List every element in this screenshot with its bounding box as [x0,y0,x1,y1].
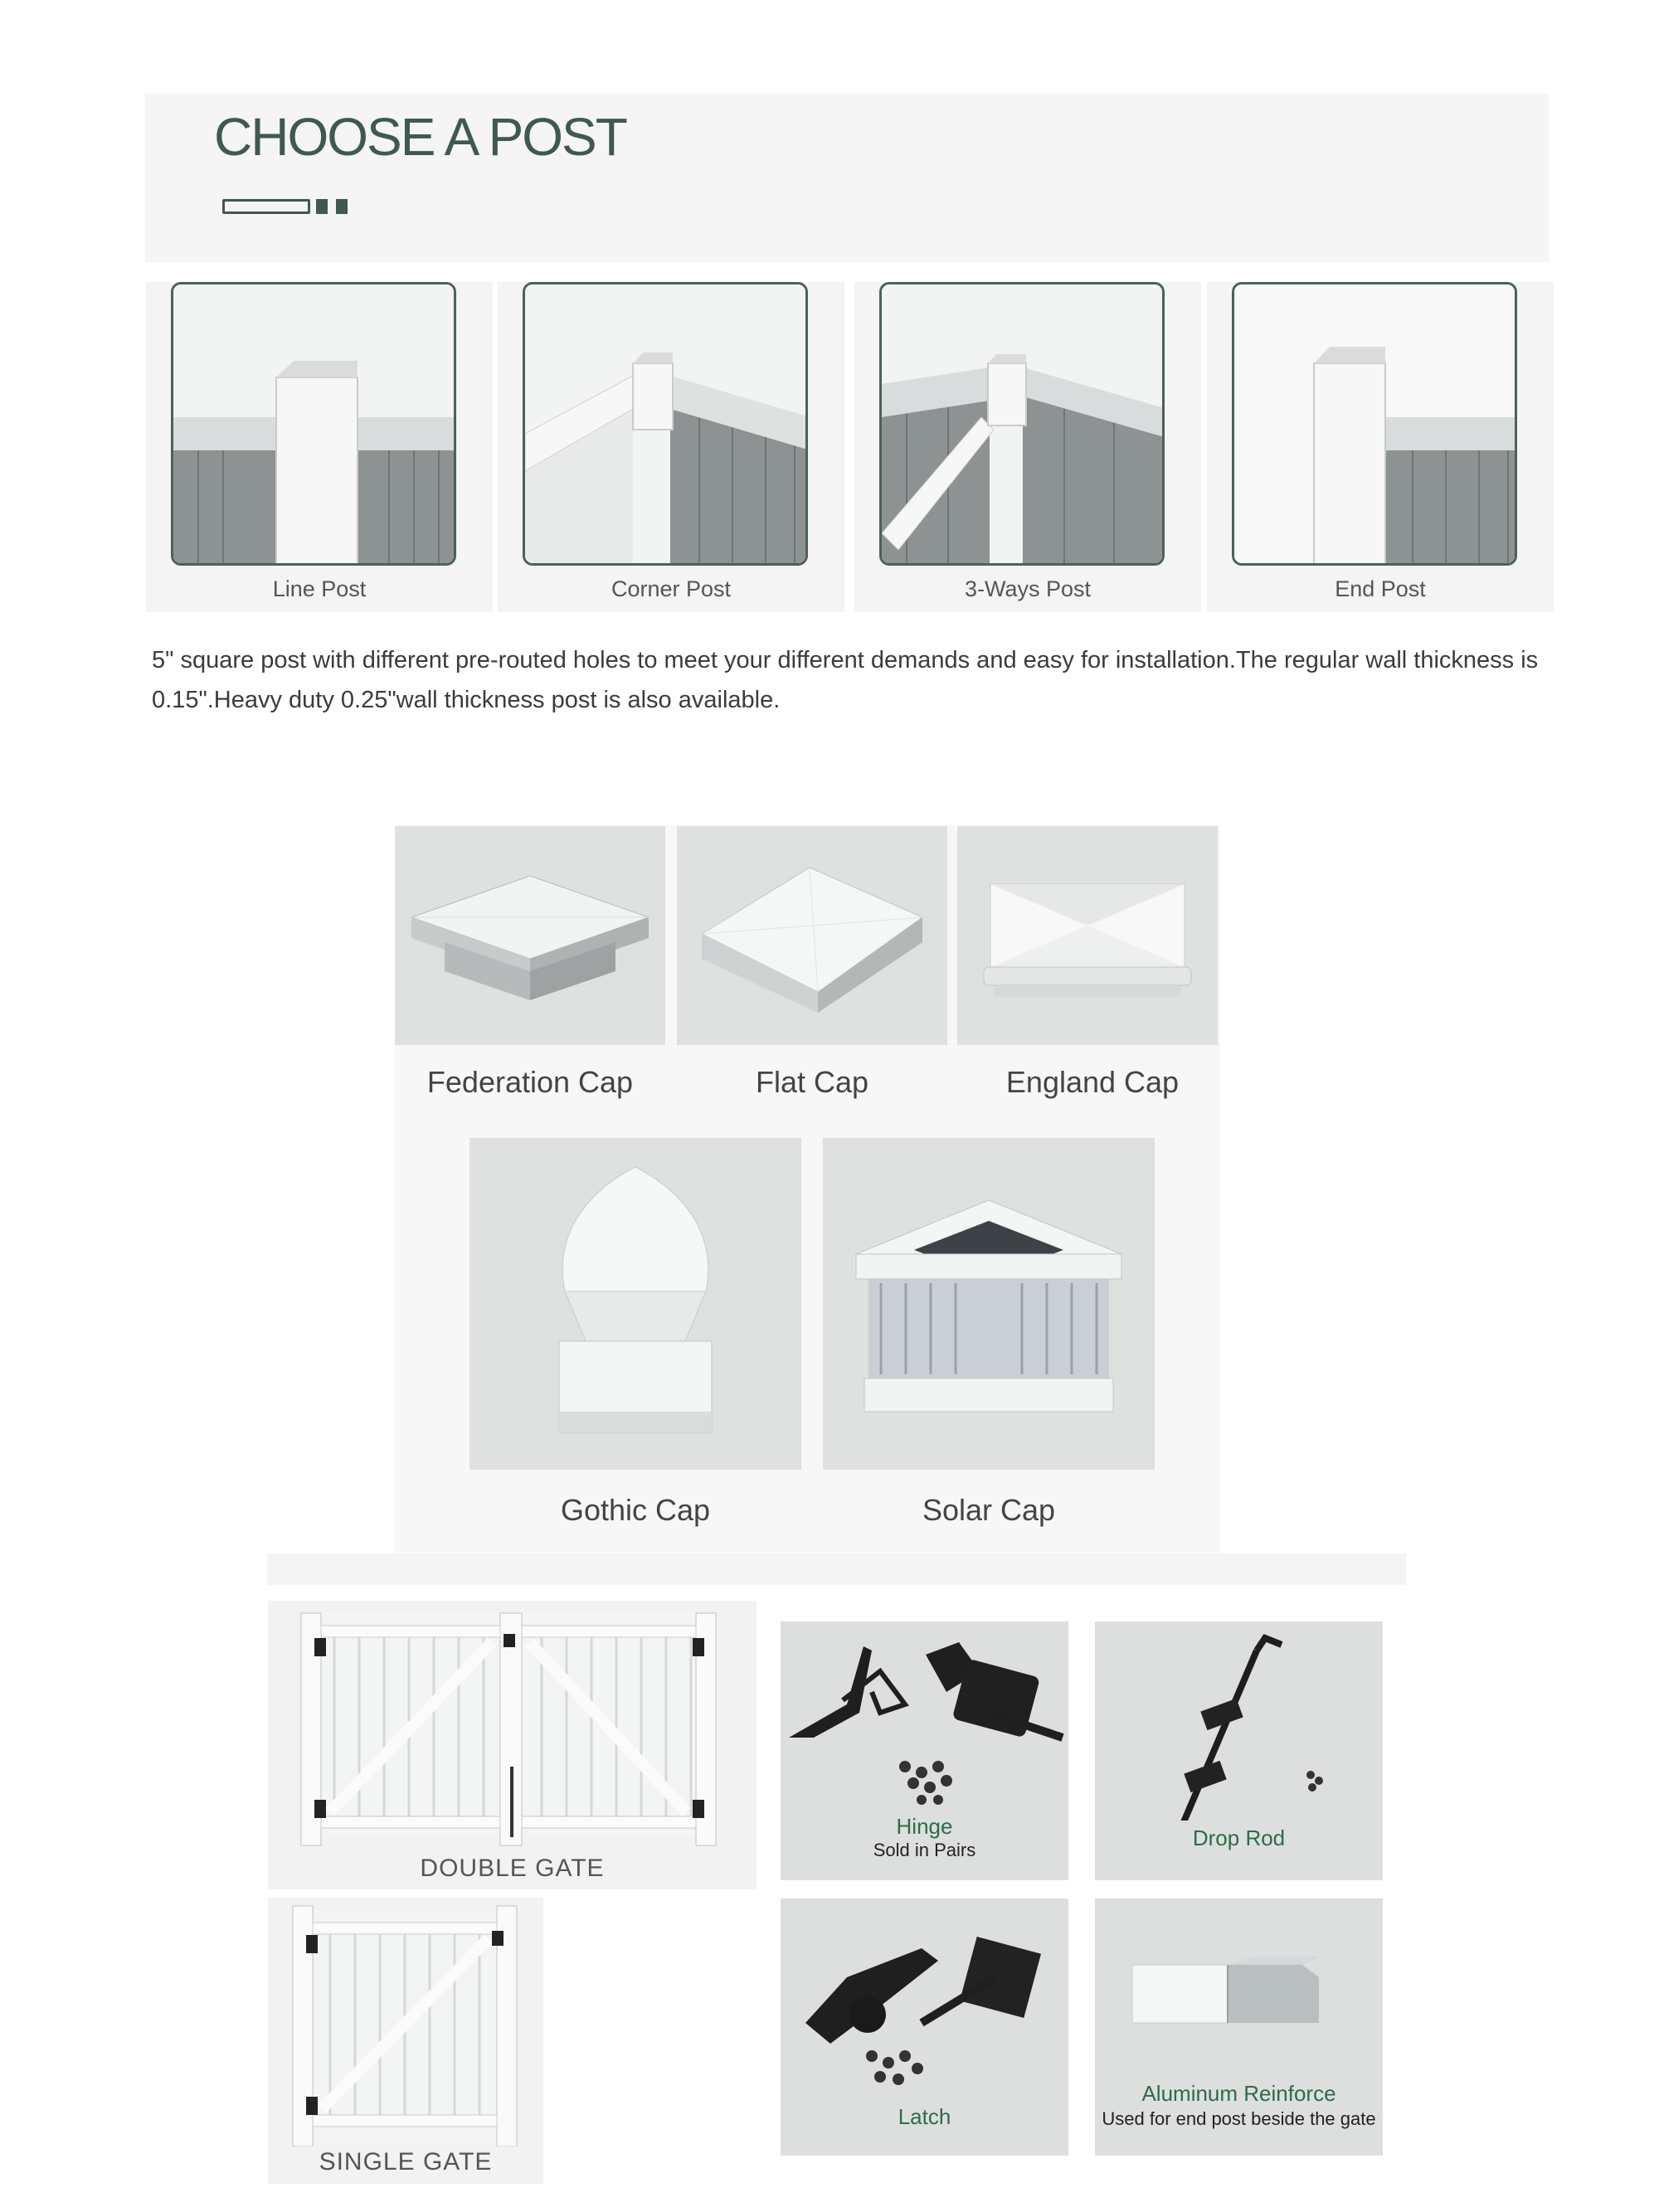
double-gate-image [268,1601,757,1850]
accessory-name: Hinge [896,1814,953,1839]
accessory-note: Used for end post beside the gate [1102,2108,1376,2129]
end-post-image [1232,282,1517,566]
cap-label: Flat Cap [755,1065,869,1099]
carousel-indicator-dot[interactable] [316,199,328,214]
single-gate-card[interactable] [268,1898,543,2184]
post-card-corner[interactable] [498,282,844,612]
single-gate-image [268,1898,543,2146]
carousel-indicator-active[interactable] [222,199,310,214]
post-label: End Post [1335,576,1426,601]
accessory-name: Latch [898,2104,951,2129]
hinge-card[interactable] [781,1621,1068,1880]
drop-rod-card[interactable] [1095,1621,1383,1880]
federation-cap-image[interactable] [395,826,665,1045]
gate-label: SINGLE GATE [319,2148,493,2176]
hinge-image [781,1621,1068,1821]
cap-label: Gothic Cap [560,1493,711,1527]
gate-label: DOUBLE GATE [420,1855,605,1882]
3-ways-post-image [879,282,1165,566]
post-description: 5" square post with different pre-routed holes to meet your different demands and easy for installation.The regular wall thickness is 0.15".Heavy duty 0.25"wall thickness post is also available. [152,647,1539,713]
gothic-cap-image[interactable] [469,1138,801,1470]
aluminum-reinforce-image [1095,1898,1383,2081]
england-cap-image[interactable] [957,826,1218,1045]
carousel-indicator-dot[interactable] [336,199,348,214]
post-label: 3-Ways Post [964,576,1092,601]
line-post-image [171,282,456,566]
corner-post-image [523,282,808,566]
cap-label: England Cap [1005,1065,1180,1099]
accessory-name: Drop Rod [1192,1826,1286,1850]
drop-rod-image [1095,1621,1383,1821]
post-card-end[interactable] [1207,282,1554,612]
section-title: CHOOSE A POST [214,107,626,167]
solar-cap-image[interactable] [823,1138,1155,1470]
cap-label: Federation Cap [426,1065,634,1099]
flat-cap-image[interactable] [677,826,947,1045]
latch-image [781,1898,1068,2098]
post-card-line[interactable] [146,282,493,612]
latch-card[interactable] [781,1898,1068,2156]
double-gate-card[interactable] [268,1601,757,1889]
cap-label: Solar Cap [922,1493,1056,1527]
accessory-name: Aluminum Reinforce [1141,2081,1336,2106]
accessory-note: Sold in Pairs [873,1840,976,1860]
post-label: Line Post [272,576,367,601]
post-card-3-ways[interactable] [854,282,1201,612]
section-divider [267,1553,1406,1585]
aluminum-reinforce-card[interactable] [1095,1898,1383,2156]
post-label: Corner Post [611,576,732,601]
